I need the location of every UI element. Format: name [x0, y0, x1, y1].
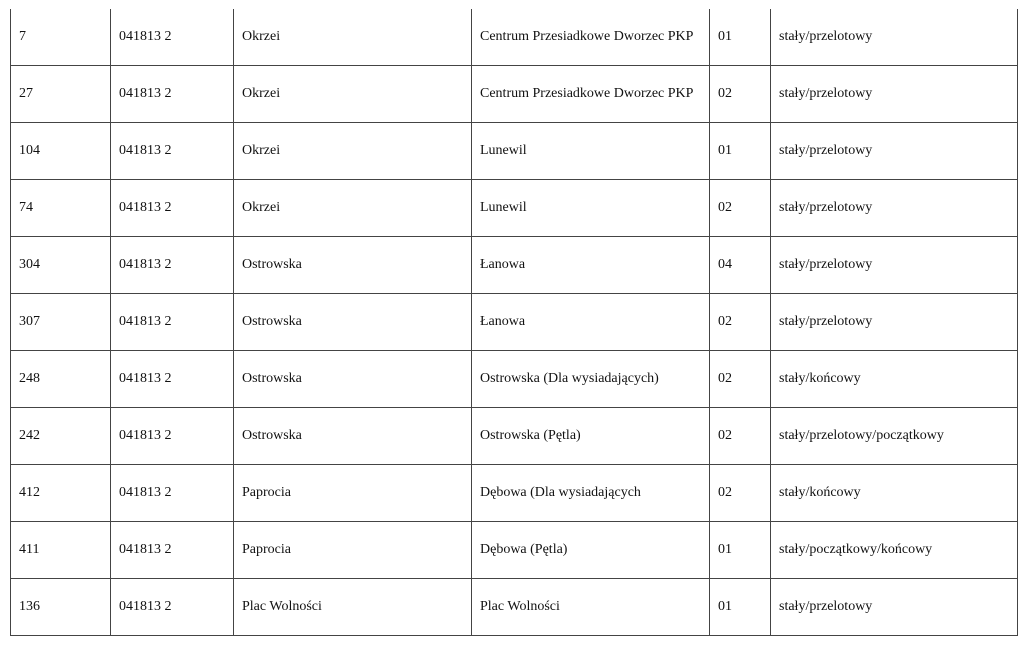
- stop-type-cell: stały/przelotowy: [771, 9, 1018, 66]
- stop-type-cell: stały/końcowy: [771, 351, 1018, 408]
- post-number-cell: 02: [710, 294, 771, 351]
- stop-type-cell: stały/przelotowy: [771, 66, 1018, 123]
- table-row: [11, 123, 1018, 180]
- stop-type-cell: stały/przelotowy: [771, 579, 1018, 636]
- post-number-cell: 01: [710, 9, 771, 66]
- area-code-cell: 041813 2: [111, 180, 234, 237]
- street-cell: Paprocia: [234, 465, 472, 522]
- stop-id-cell: 74: [11, 180, 111, 237]
- stop-id-cell: 307: [11, 294, 111, 351]
- stop-type-cell: stały/początkowy/końcowy: [771, 522, 1018, 579]
- post-number-cell: 02: [710, 465, 771, 522]
- table-row: [11, 237, 1018, 294]
- table-row: [11, 465, 1018, 522]
- area-code-cell: 041813 2: [111, 465, 234, 522]
- stop-id-cell: 248: [11, 351, 111, 408]
- street-cell: Okrzei: [234, 66, 472, 123]
- post-number-cell: 02: [710, 408, 771, 465]
- table-row: [11, 522, 1018, 579]
- stop-name-cell: Plac Wolności: [472, 579, 710, 636]
- street-cell: Paprocia: [234, 522, 472, 579]
- stop-name-cell: Ostrowska (Dla wysiadających): [472, 351, 710, 408]
- stop-id-cell: 304: [11, 237, 111, 294]
- stop-id-cell: 412: [11, 465, 111, 522]
- street-cell: Ostrowska: [234, 351, 472, 408]
- stop-id-cell: 242: [11, 408, 111, 465]
- table-row: [11, 579, 1018, 636]
- post-number-cell: 02: [710, 180, 771, 237]
- stop-type-cell: stały/końcowy: [771, 465, 1018, 522]
- table-row: [11, 180, 1018, 237]
- area-code-cell: 041813 2: [111, 66, 234, 123]
- post-number-cell: 01: [710, 579, 771, 636]
- stop-id-cell: 104: [11, 123, 111, 180]
- table-row: [11, 351, 1018, 408]
- stop-id-cell: 411: [11, 522, 111, 579]
- stop-type-cell: stały/przelotowy/początkowy: [771, 408, 1018, 465]
- post-number-cell: 02: [710, 66, 771, 123]
- stop-id-cell: 7: [11, 9, 111, 66]
- stop-type-cell: stały/przelotowy: [771, 123, 1018, 180]
- street-cell: Okrzei: [234, 123, 472, 180]
- stop-name-cell: Lunewil: [472, 180, 710, 237]
- table-row: [11, 294, 1018, 351]
- area-code-cell: 041813 2: [111, 9, 234, 66]
- stop-id-cell: 27: [11, 66, 111, 123]
- street-cell: Okrzei: [234, 9, 472, 66]
- stop-name-cell: Łanowa: [472, 294, 710, 351]
- bus-stops-table: [10, 9, 1018, 636]
- area-code-cell: 041813 2: [111, 579, 234, 636]
- area-code-cell: 041813 2: [111, 351, 234, 408]
- stop-type-cell: stały/przelotowy: [771, 180, 1018, 237]
- stop-name-cell: Dębowa (Pętla): [472, 522, 710, 579]
- street-cell: Plac Wolności: [234, 579, 472, 636]
- post-number-cell: 01: [710, 522, 771, 579]
- table-row: [11, 9, 1018, 66]
- street-cell: Okrzei: [234, 180, 472, 237]
- post-number-cell: 04: [710, 237, 771, 294]
- stop-name-cell: Lunewil: [472, 123, 710, 180]
- area-code-cell: 041813 2: [111, 123, 234, 180]
- table-row: [11, 408, 1018, 465]
- stop-name-cell: Łanowa: [472, 237, 710, 294]
- table-row: [11, 66, 1018, 123]
- street-cell: Ostrowska: [234, 294, 472, 351]
- stop-name-cell: Centrum Przesiadkowe Dworzec PKP: [472, 9, 710, 66]
- area-code-cell: 041813 2: [111, 522, 234, 579]
- stop-name-cell: Dębowa (Dla wysiadających: [472, 465, 710, 522]
- post-number-cell: 01: [710, 123, 771, 180]
- stop-name-cell: Centrum Przesiadkowe Dworzec PKP: [472, 66, 710, 123]
- area-code-cell: 041813 2: [111, 408, 234, 465]
- post-number-cell: 02: [710, 351, 771, 408]
- street-cell: Ostrowska: [234, 408, 472, 465]
- area-code-cell: 041813 2: [111, 294, 234, 351]
- street-cell: Ostrowska: [234, 237, 472, 294]
- stop-id-cell: 136: [11, 579, 111, 636]
- stop-type-cell: stały/przelotowy: [771, 237, 1018, 294]
- stop-type-cell: stały/przelotowy: [771, 294, 1018, 351]
- area-code-cell: 041813 2: [111, 237, 234, 294]
- stop-name-cell: Ostrowska (Pętla): [472, 408, 710, 465]
